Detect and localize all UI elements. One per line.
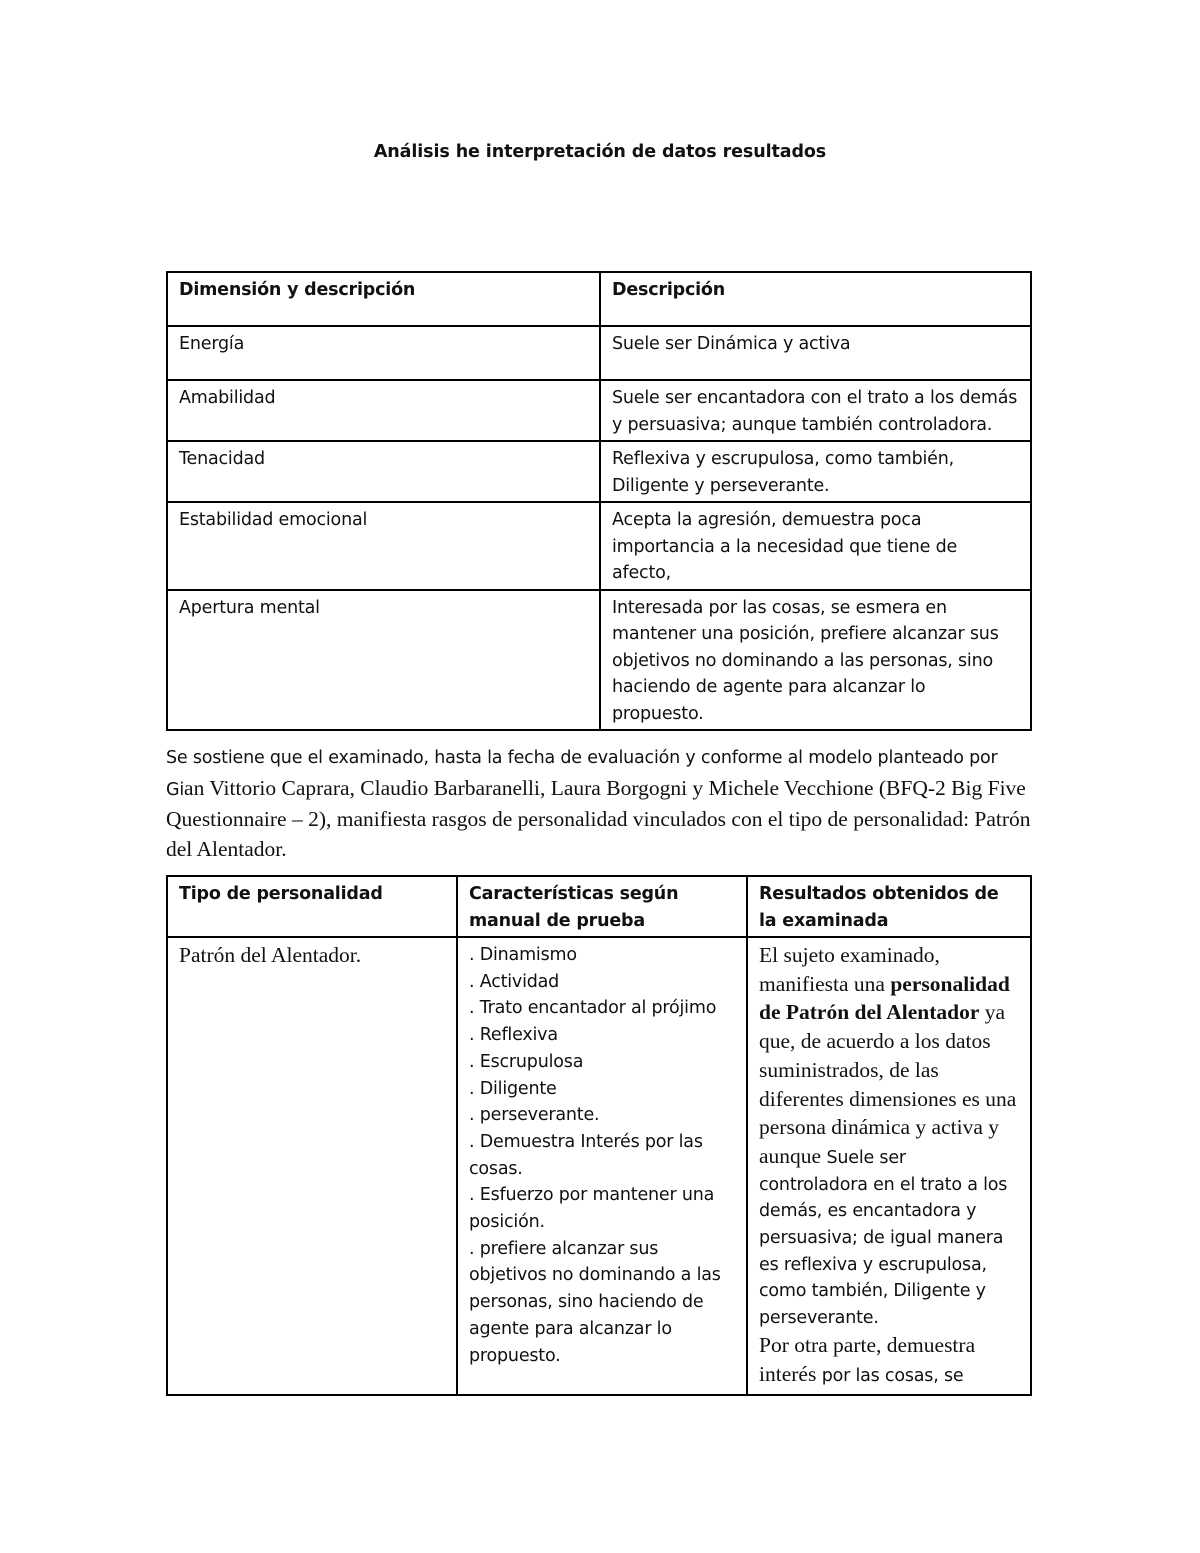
- dimension-cell: Apertura mental: [167, 590, 600, 731]
- results-cell: [747, 937, 1031, 1395]
- result-bold: personalidad de Patrón del Alentador: [759, 971, 1010, 1025]
- list-item: . perseverante.: [469, 1105, 600, 1126]
- personality-table: [166, 875, 1032, 1396]
- dimension-cell: Estabilidad emocional: [167, 502, 600, 590]
- result-text-1: El sujeto examinado, manifiesta una: [759, 943, 940, 996]
- header-dimension: Dimensión y descripción: [167, 272, 600, 326]
- characteristics-cell: [457, 937, 747, 1395]
- header-description: Descripción: [600, 272, 1031, 326]
- table-header-row: [167, 272, 1031, 326]
- table-row: [167, 502, 1031, 590]
- table-row: [167, 937, 1031, 1395]
- result-text-2: ya que, de acuerdo a los datos suministrados, de las diferentes dimensiones es una persona dinámica y activa y aunque: [759, 1000, 1017, 1168]
- header-results: Resultados obtenidos de la examinada: [747, 876, 1031, 937]
- dimension-cell: Energía: [167, 326, 600, 380]
- conclusion-paragraph: [166, 744, 1046, 864]
- description-cell: Suele ser encantadora con el trato a los demás y persuasiva; aunque también controladora.: [600, 380, 1031, 441]
- description-cell: Suele ser Dinámica y activa: [600, 326, 1031, 380]
- list-item: . Trato encantador al prójimo: [469, 998, 717, 1019]
- paragraph-rest: Vittorio Caprara, Claudio Barbaranelli, Laura Borgogni y Michele Vecchione (BFQ-2 Big Five Questionnaire – 2), manifiesta rasgos de personalidad vinculados con el tipo de personalidad: Patrón del Alentador.: [166, 775, 1031, 861]
- dimension-cell: Amabilidad: [167, 380, 600, 441]
- document-title: Análisis he interpretación de datos resultados: [373, 142, 827, 162]
- description-cell: Interesada por las cosas, se esmera en mantener una posición, prefiere alcanzar sus objetivos no dominando a las personas, sino haciendo de agente para alcanzar lo propuesto.: [600, 590, 1031, 731]
- table-row: [167, 380, 1031, 441]
- list-item: . Diligente: [469, 1078, 557, 1099]
- result-text-5: por las cosas, se: [821, 1365, 964, 1386]
- list-item: . Demuestra Interés por las cosas.: [469, 1131, 703, 1179]
- list-item: . Actividad: [469, 971, 560, 992]
- list-item: . Escrupulosa: [469, 1051, 584, 1072]
- result-text-4: Por otra parte, demuestra interés: [759, 1332, 976, 1386]
- description-cell: Acepta la agresión, demuestra poca importancia a la necesidad que tiene de afecto,: [600, 502, 1031, 590]
- list-item: . Dinamismo: [469, 945, 577, 965]
- result-text-3: Suele ser controladora en el trato a los demás, es encantadora y persuasiva; de igual manera es reflexiva y escrupulosa, como también, Diligente y perseverante.: [759, 1147, 1008, 1329]
- dimension-cell: Tenacidad: [167, 441, 600, 502]
- table-row: [167, 326, 1031, 380]
- table-row: [167, 441, 1031, 502]
- paragraph-body: [166, 774, 1046, 865]
- header-characteristics: Características según manual de prueba: [457, 876, 747, 937]
- dimensions-table: [166, 271, 1032, 731]
- list-item: . Esfuerzo por mantener una posición.: [469, 1185, 715, 1233]
- table-header-row: [167, 876, 1031, 937]
- paragraph-line-1: Se sostiene que el examinado, hasta la fecha de evaluación y conforme al modelo planteado por: [166, 748, 998, 768]
- header-personality-type: Tipo de personalidad: [167, 876, 457, 937]
- paragraph-an: an: [184, 775, 205, 800]
- description-cell: Reflexiva y escrupulosa, como también, Diligente y perseverante.: [600, 441, 1031, 502]
- list-item: . Reflexiva: [469, 1025, 558, 1046]
- table-row: [167, 590, 1031, 731]
- personality-type-cell: Patrón del Alentador.: [167, 937, 457, 1395]
- list-item: . prefiere alcanzar sus objetivos no dominando a las personas, sino haciendo de agente para alcanzar lo propuesto.: [469, 1238, 721, 1366]
- paragraph-gi: Gi: [166, 779, 185, 800]
